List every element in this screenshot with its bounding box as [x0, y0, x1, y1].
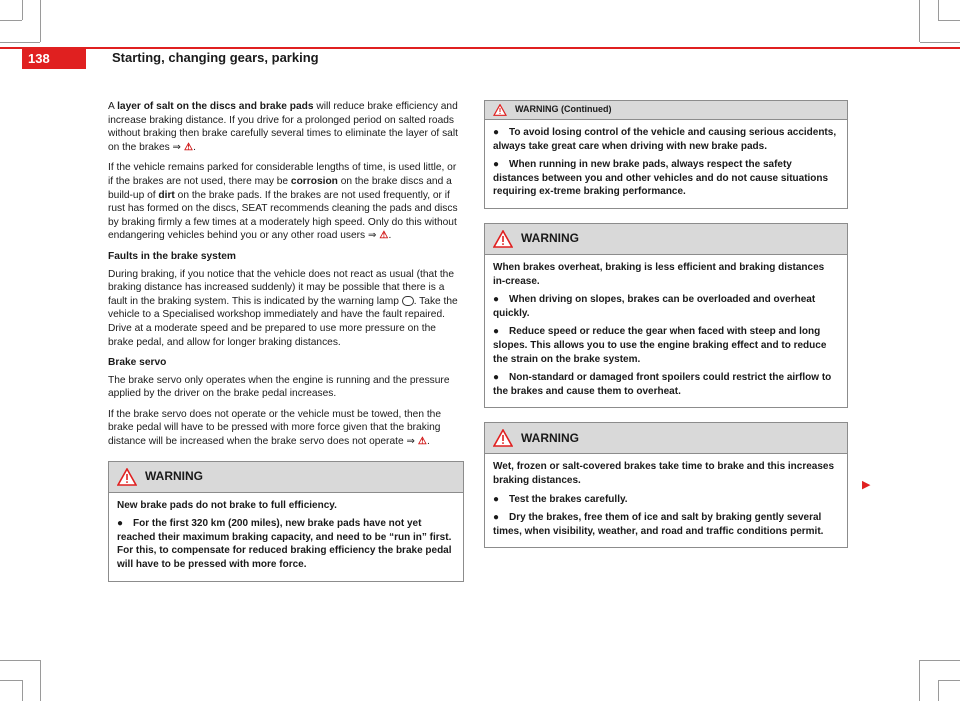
warning-header: WARNING [485, 423, 847, 454]
paragraph-salt: A layer of salt on the discs and brake pads will reduce brake efficiency and increase braking distance. If you drive for a prolonged period on salted roads without braking then brake carefully several times to eliminate the layer of salt on the brakes ⇒ ⚠. [108, 101, 458, 153]
crop-mark [920, 660, 960, 661]
warning-header: WARNING [109, 462, 463, 493]
warning-triangle-icon [493, 429, 513, 447]
warning-box-new-pads [108, 461, 464, 582]
chapter-title: Starting, changing gears, parking [112, 50, 319, 65]
warning-ref-icon[interactable]: ⚠ [417, 436, 427, 448]
crop-mark [0, 680, 22, 681]
warning-body: ● To avoid losing control of the vehicle and causing serious accidents, always take great care when driving with new brake pads. ● When running in new brake pads, always respect the safety distances between you and other vehicles and do not cause situations requiring ex-treme braking performance. [493, 127, 837, 198]
warning-triangle-icon [493, 104, 507, 116]
crop-mark [938, 20, 960, 21]
warning-ref-icon[interactable]: ⚠ [183, 141, 194, 153]
warning-triangle-icon [117, 468, 137, 486]
warning-body: New brake pads do not brake to full efficiency. ● For the first 320 km (200 miles), new brake pads have not yet reached their maximum braking capacity, and need to be “run in” first. For this, to compensate for reduced braking efficiency the brake pedal will have to be pressed with more force. [117, 499, 452, 571]
crop-mark [40, 660, 41, 701]
page-number: 138 [22, 49, 86, 69]
left-column [108, 100, 464, 594]
paragraph-faults: During braking, if you notice that the vehicle does not react as usual (that the braking distance has increased suddenly) it may be possible that there is a fault in the braking system. This is indicated by the warning lamp . Take the vehicle to a Specialised workshop immediately and have the fault repaired. Drive at a moderate speed and be prepared to use more pressure on the brake pedal, and allow for longer braking distances. [108, 268, 458, 348]
crop-mark [22, 680, 23, 701]
crop-mark [22, 0, 23, 20]
warning-ref-icon[interactable]: ⚠ [379, 230, 389, 242]
crop-mark [919, 0, 920, 42]
warning-header: WARNING [485, 224, 847, 255]
right-column [484, 100, 848, 560]
crop-mark [938, 680, 939, 701]
continue-arrow-icon: ▶ [862, 479, 871, 491]
paragraph-servo-towed: If the brake servo does not operate or the vehicle must be towed, then the brake pedal will have to be pressed with more force given that the braking distance will be increased when the brake servo does not operate ⇒ ⚠. [108, 408, 441, 448]
crop-mark [0, 20, 22, 21]
subheading-brake-servo: Brake servo [108, 357, 167, 369]
crop-mark [40, 0, 41, 42]
crop-mark [0, 42, 40, 43]
subheading-faults: Faults in the brake system [108, 250, 236, 262]
paragraph-servo: The brake servo only operates when the engine is running and the pressure applied by the driver on the brake pedal increases. [108, 374, 450, 400]
brake-warning-lamp-icon [402, 296, 414, 306]
paragraph-corrosion: If the vehicle remains parked for considerable lengths of time, is used little, or if the brakes are not used, there may be corrosion on the brake discs and a build-up of dirt on the brake pads. If the brakes are not used frequently, or if rust has formed on the discs, SEAT recommends cleaning the pads and discs by braking firmly a few times at a moderately high speed. Only do this without endangering vehicles behind you or any other road users ⇒ ⚠. [108, 162, 458, 242]
warning-header: WARNING (Continued) [485, 101, 847, 120]
warning-triangle-icon [493, 230, 513, 248]
warning-box-overheat [484, 223, 848, 408]
warning-box-continued [484, 100, 848, 209]
crop-mark [0, 660, 40, 661]
crop-mark [938, 680, 960, 681]
crop-mark [920, 42, 960, 43]
warning-body: When brakes overheat, braking is less efficient and braking distances in-crease. ● When driving on slopes, brakes can be overloaded and overheat quickly. ● Reduce speed or reduce the gear when faced with steep and long slopes. This allows you to use the engine braking effect and to reduce the strain on the brake system. ● Non-standard or damaged front spoilers could restrict the airflow to the brakes and cause them to overheat. [493, 261, 832, 397]
crop-mark [938, 0, 939, 20]
warning-box-wet-brakes [484, 422, 848, 548]
warning-body: Wet, frozen or salt-covered brakes take time to brake and this increases braking distances. ● Test the brakes carefully. ● Dry the brakes, free them of ice and salt by braking gently several times, when visibility, weather, and road and traffic conditions permit. [493, 461, 835, 537]
header-rule [0, 47, 960, 49]
crop-mark [919, 660, 920, 701]
